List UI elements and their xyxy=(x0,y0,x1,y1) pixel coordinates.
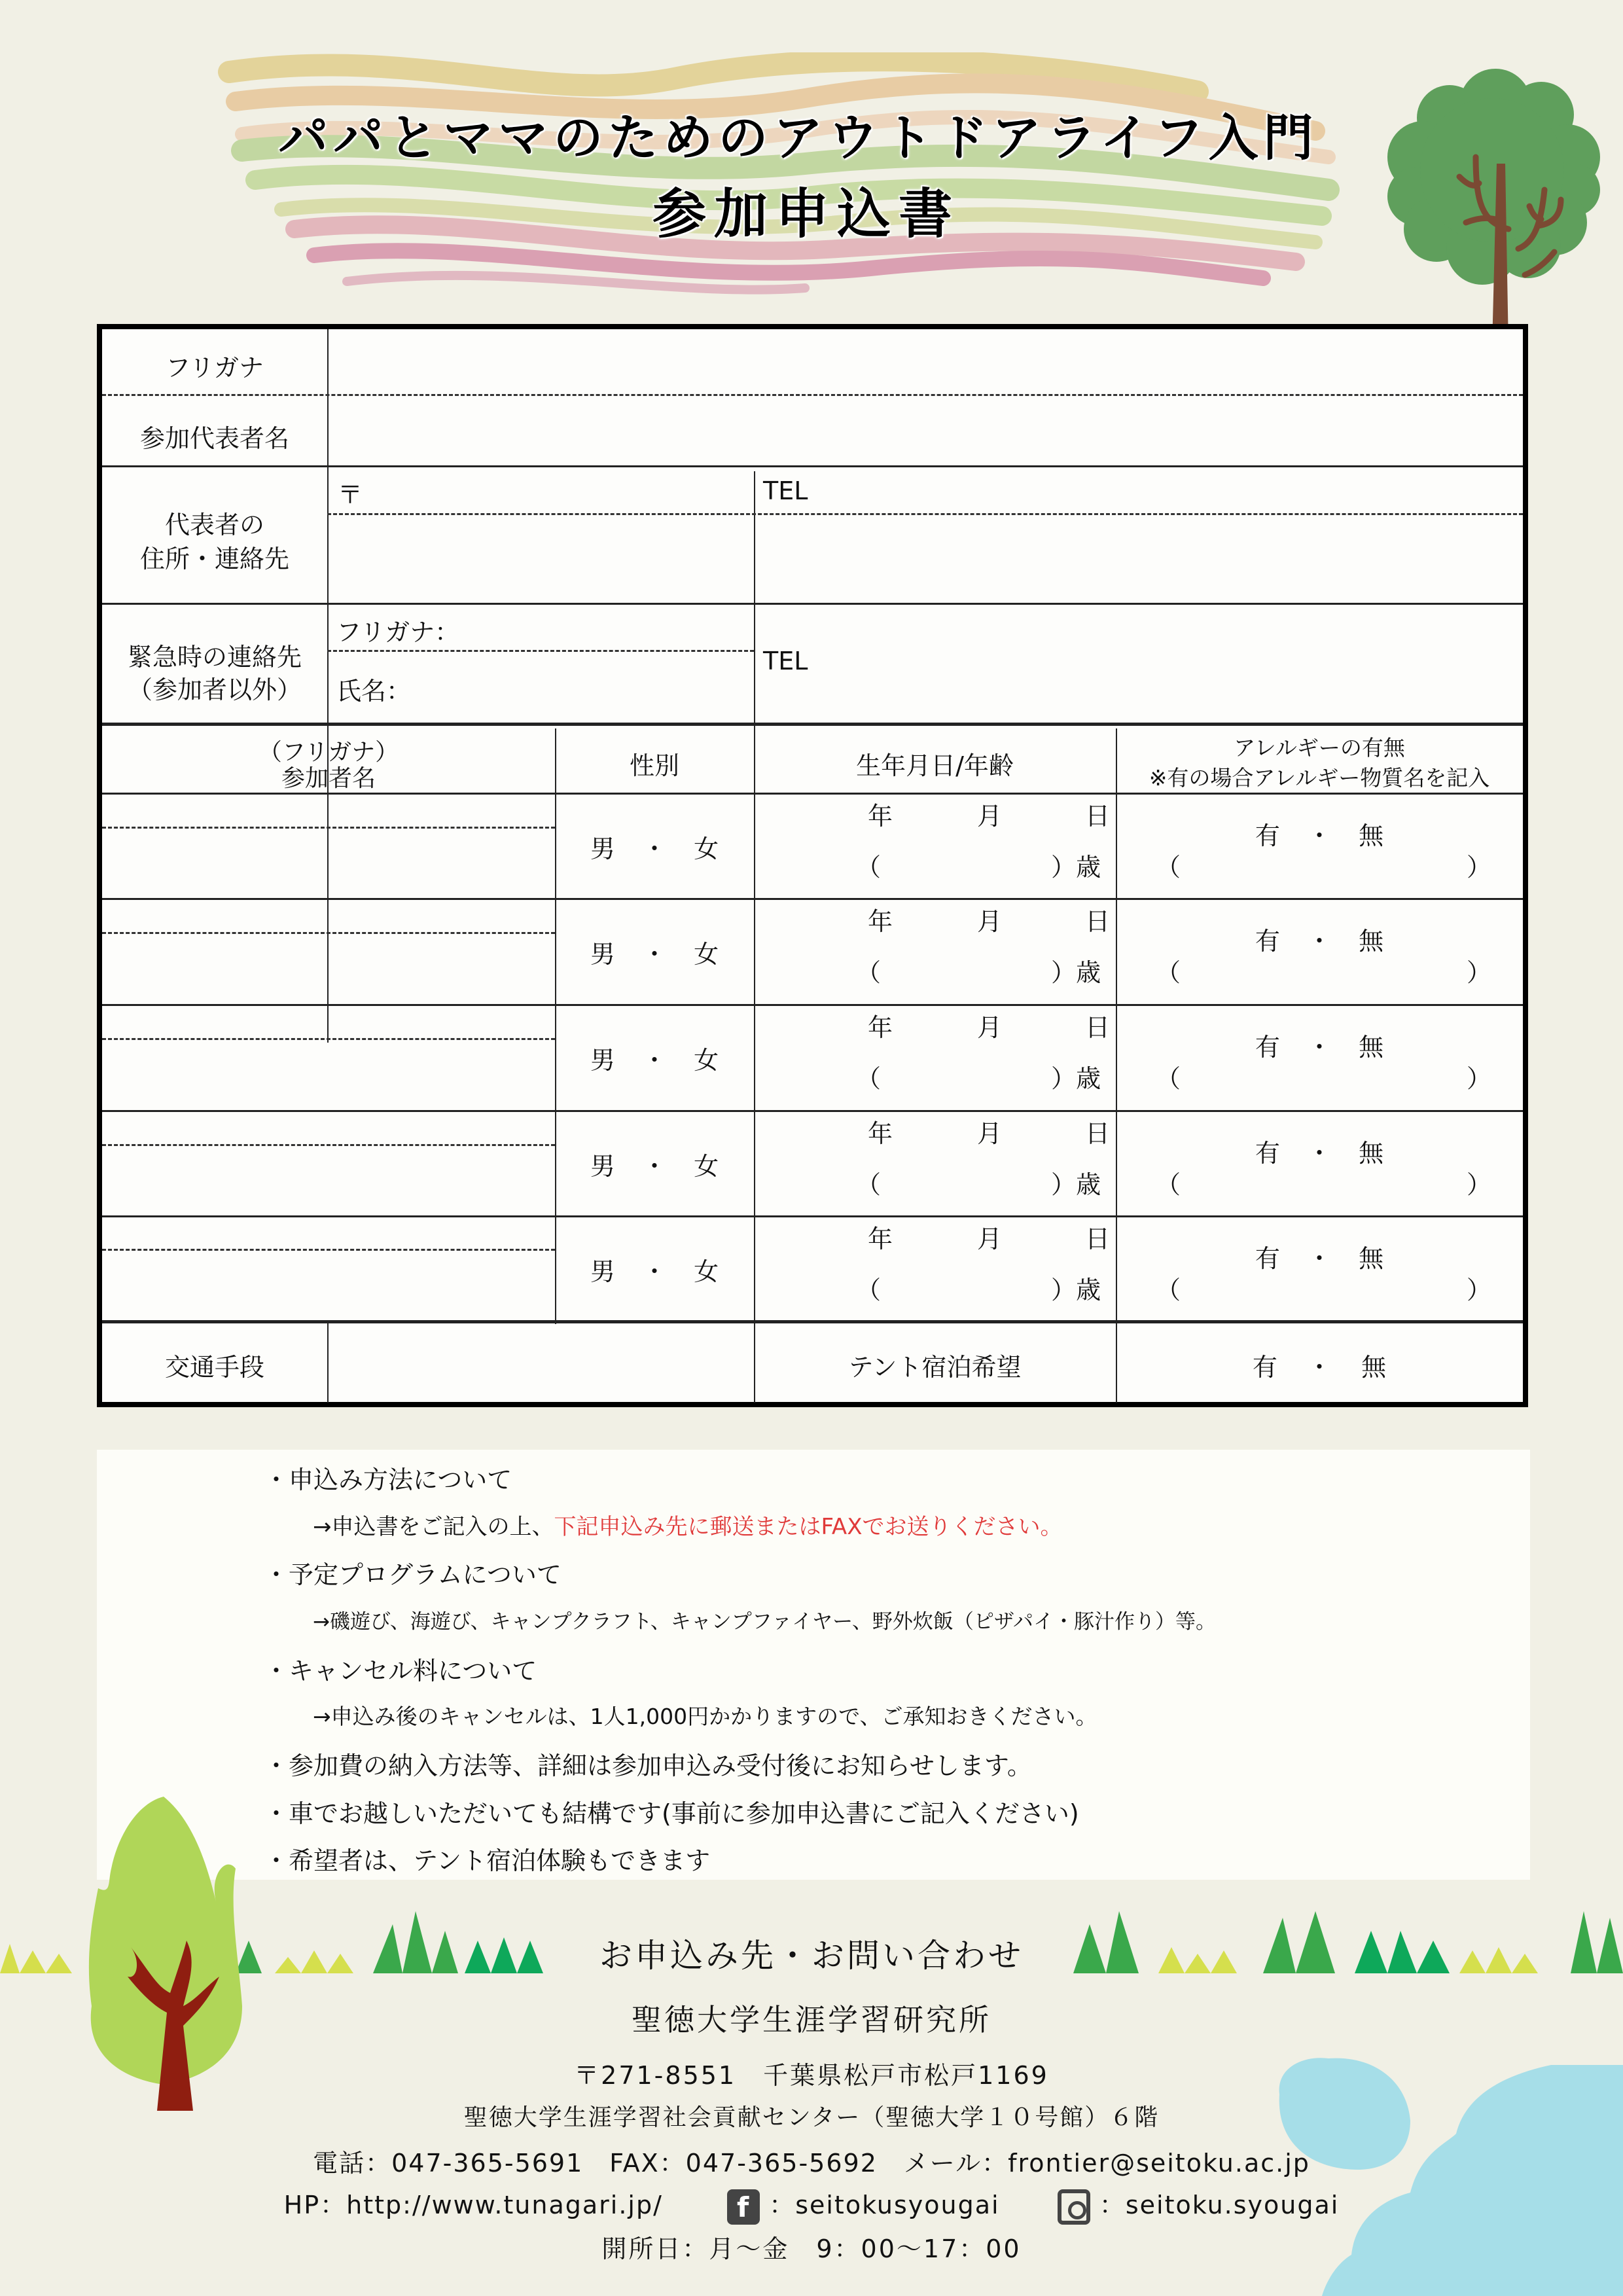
allergy-close-paren: ） xyxy=(1467,1276,1492,1304)
allergy-choice[interactable] xyxy=(1116,816,1523,852)
day-label: 日 xyxy=(1085,1225,1111,1253)
allergy-close-paren: ） xyxy=(1467,1170,1492,1199)
gender-header: 性別 xyxy=(629,751,679,780)
separator: ・ xyxy=(641,1257,667,1286)
allergy-open-paren: （ xyxy=(1156,1170,1181,1199)
allergy-yes-option[interactable]: 有 xyxy=(1255,1033,1280,1062)
allergy-choice[interactable] xyxy=(1116,1133,1523,1169)
note-subitem-text: →申込書をご記入の上、 xyxy=(313,1514,554,1540)
age-open-paren: （ xyxy=(856,958,882,987)
year-label: 年 xyxy=(868,907,893,936)
month-label: 月 xyxy=(977,1013,1003,1042)
emergency-label-line2: （参加者以外） xyxy=(127,675,302,704)
age-open-paren: （ xyxy=(856,1064,882,1093)
emergency-tel-field[interactable]: TEL xyxy=(763,647,808,675)
gender-female-option[interactable]: 女 xyxy=(694,1257,719,1286)
separator: ・ xyxy=(641,834,667,863)
emergency-label-line1: 緊急時の連絡先 xyxy=(127,643,302,672)
month-label: 月 xyxy=(977,1119,1003,1148)
gender-male-option[interactable]: 男 xyxy=(590,1046,615,1075)
age-close-label: ）歳 xyxy=(1051,958,1101,987)
allergy-no-option[interactable]: 無 xyxy=(1359,1139,1384,1168)
allergy-open-paren: （ xyxy=(1156,958,1181,987)
note-subitem: →磯遊び、海遊び、キャンプクラフト、キャンプファイヤー、野外炊飯（ピザパイ・豚汁作り）等。 xyxy=(313,1610,1217,1634)
separator: ・ xyxy=(641,940,667,969)
participant-furigana-input[interactable] xyxy=(102,900,555,933)
instagram-lens xyxy=(1068,2201,1086,2219)
participant-name-input[interactable] xyxy=(102,934,555,999)
gender-female-option[interactable]: 女 xyxy=(694,940,719,969)
divider xyxy=(102,603,1523,605)
month-label: 月 xyxy=(977,1225,1003,1253)
age-open-paren: （ xyxy=(856,1170,882,1199)
allergy-no-option[interactable]: 無 xyxy=(1359,927,1384,956)
office-hours: 開所日：月～金 9：00～17：00 xyxy=(601,2234,1022,2263)
participant-furigana-input[interactable] xyxy=(102,795,555,827)
participant-name-header-line1: （フリガナ） xyxy=(258,739,399,766)
note-item: ・予定プログラムについて xyxy=(264,1560,562,1589)
allergy-close-paren: ） xyxy=(1467,853,1492,882)
participant-name-input[interactable] xyxy=(102,1251,555,1317)
birthdate-input[interactable] xyxy=(757,900,1113,1001)
application-form-table xyxy=(97,324,1528,1407)
allergy-close-paren: ） xyxy=(1467,1064,1492,1093)
year-label: 年 xyxy=(868,1225,893,1253)
address-input[interactable] xyxy=(329,515,1523,603)
facebook-account[interactable]: ：seitokusyougai xyxy=(769,2191,1000,2219)
birthdate-input[interactable] xyxy=(757,795,1113,896)
separator: ・ xyxy=(641,1046,667,1075)
divider xyxy=(102,723,1523,726)
allergy-choice[interactable] xyxy=(1116,1238,1523,1274)
postal-address: 〒271-8551 千葉県松戸市松戸1169 xyxy=(574,2061,1049,2090)
day-label: 日 xyxy=(1085,802,1111,831)
gender-choice[interactable] xyxy=(555,1146,754,1182)
birthdate-input[interactable] xyxy=(757,1217,1113,1319)
gender-male-option[interactable]: 男 xyxy=(590,834,615,863)
contact-heading: お申込み先・お問い合わせ xyxy=(599,1937,1024,1975)
allergy-no-option[interactable]: 無 xyxy=(1359,821,1384,850)
organization-name: 聖徳大学生涯学習研究所 xyxy=(632,2002,991,2037)
month-label: 月 xyxy=(977,907,1003,936)
address-label-line1: 代表者の xyxy=(164,511,264,539)
allergy-choice[interactable] xyxy=(1116,1027,1523,1063)
separator: ・ xyxy=(1306,1033,1332,1062)
emergency-furigana-field[interactable]: フリガナ： xyxy=(336,618,460,647)
address-label-line2: 住所・連絡先 xyxy=(139,545,289,573)
participant-name-header-line2: 参加者名 xyxy=(281,765,376,792)
allergy-open-paren: （ xyxy=(1156,853,1181,882)
divider xyxy=(754,728,755,1403)
month-label: 月 xyxy=(977,802,1003,831)
year-label: 年 xyxy=(868,1119,893,1148)
note-item: ・申込み方法について xyxy=(264,1465,512,1494)
allergy-yes-option[interactable]: 有 xyxy=(1255,927,1280,956)
divider xyxy=(102,1320,1523,1323)
participant-furigana-input[interactable] xyxy=(102,1217,555,1250)
participant-name-input[interactable] xyxy=(102,1146,555,1211)
age-close-label: ）歳 xyxy=(1051,1276,1101,1304)
gender-choice[interactable] xyxy=(555,1040,754,1076)
note-item: ・希望者は、テント宿泊体験もできます xyxy=(264,1846,711,1875)
divider xyxy=(754,471,755,740)
transport-input[interactable] xyxy=(329,1323,754,1403)
day-label: 日 xyxy=(1085,907,1111,936)
tent-label: テント宿泊希望 xyxy=(848,1353,1022,1382)
note-subitem: →申込み後のキャンセルは、1人1,000円かかりますので、ご承知おきください。 xyxy=(313,1704,1097,1729)
emergency-name-field[interactable]: 氏名： xyxy=(336,677,412,706)
separator: ・ xyxy=(1306,927,1332,956)
instagram-account[interactable]: ：seitoku.syougai xyxy=(1099,2191,1340,2219)
facebook-icon[interactable]: f xyxy=(727,2189,760,2225)
page-subtitle: 参加申込書 xyxy=(652,183,960,245)
phone-fax-email: 電話：047-365-5691 FAX：047-365-5692 メール：frontier@seitoku.ac.jp xyxy=(313,2149,1310,2178)
note-subitem xyxy=(313,1509,1063,1541)
tent-no-option[interactable]: 無 xyxy=(1361,1353,1387,1382)
note-highlight-text: 下記申込み先に郵送またはFAXでお送りください。 xyxy=(554,1514,1063,1540)
age-close-label: ）歳 xyxy=(1051,853,1101,882)
day-label: 日 xyxy=(1085,1119,1111,1148)
divider xyxy=(327,650,754,652)
representative-tel-field[interactable]: TEL xyxy=(763,476,808,505)
tent-choice[interactable] xyxy=(1116,1347,1523,1383)
allergy-choice[interactable] xyxy=(1116,921,1523,957)
divider xyxy=(555,728,556,1324)
participant-furigana-input[interactable] xyxy=(102,1006,555,1039)
gender-choice[interactable] xyxy=(555,1251,754,1287)
postal-code-field[interactable]: 〒 xyxy=(338,480,363,509)
tree-illustration-top-right xyxy=(1384,59,1603,350)
allergy-yes-option[interactable]: 有 xyxy=(1255,1244,1280,1273)
note-item: ・キャンセル料について xyxy=(264,1657,537,1685)
separator: ・ xyxy=(641,1152,667,1181)
representative-name-input[interactable] xyxy=(329,396,1523,465)
allergy-header-line1: アレルギーの有無 xyxy=(1234,735,1405,761)
allergy-open-paren: （ xyxy=(1156,1064,1181,1093)
age-close-label: ）歳 xyxy=(1051,1170,1101,1199)
notes-panel xyxy=(97,1450,1530,1880)
age-open-paren: （ xyxy=(856,853,882,882)
web-social-line xyxy=(0,2185,1623,2225)
gender-female-option[interactable]: 女 xyxy=(694,1152,719,1181)
allergy-open-paren: （ xyxy=(1156,1276,1181,1304)
participant-furigana-input[interactable] xyxy=(102,1112,555,1145)
year-label: 年 xyxy=(868,802,893,831)
separator: ・ xyxy=(1306,1244,1332,1273)
instagram-icon[interactable] xyxy=(1058,2189,1090,2225)
participant-name-input[interactable] xyxy=(102,1040,555,1105)
building-address: 聖徳大学生涯学習社会貢献センター（聖徳大学１０号館）６階 xyxy=(463,2104,1160,2131)
allergy-no-option[interactable]: 無 xyxy=(1359,1244,1384,1273)
allergy-no-option[interactable]: 無 xyxy=(1359,1033,1384,1062)
separator: ・ xyxy=(1306,1353,1332,1382)
furigana-label: フリガナ xyxy=(165,353,264,382)
furigana-input[interactable] xyxy=(329,329,1523,394)
separator: ・ xyxy=(1306,1139,1332,1168)
page-title: パパとママのためのアウトドアライフ入門 xyxy=(278,109,1319,167)
birthdate-input[interactable] xyxy=(757,1112,1113,1213)
separator: ・ xyxy=(1306,821,1332,850)
birthdate-input[interactable] xyxy=(757,1006,1113,1107)
transport-label: 交通手段 xyxy=(164,1353,264,1382)
gender-male-option[interactable]: 男 xyxy=(590,940,615,969)
age-close-label: ）歳 xyxy=(1051,1064,1101,1093)
allergy-close-paren: ） xyxy=(1467,958,1492,987)
note-item: ・車でお越しいただいても結構です(事前に参加申込書にご記入ください) xyxy=(264,1799,1079,1828)
note-item: ・参加費の納入方法等、詳細は参加申込み受付後にお知らせします。 xyxy=(264,1751,1032,1780)
gender-female-option[interactable]: 女 xyxy=(694,1046,719,1075)
allergy-yes-option[interactable]: 有 xyxy=(1255,1139,1280,1168)
gender-choice[interactable] xyxy=(555,934,754,970)
year-label: 年 xyxy=(868,1013,893,1042)
allergy-header-line2: ※有の場合アレルギー物質名を記入 xyxy=(1149,765,1490,791)
birthdate-header: 生年月日/年齢 xyxy=(856,751,1014,780)
gender-female-option[interactable]: 女 xyxy=(694,834,719,863)
allergy-yes-option[interactable]: 有 xyxy=(1255,821,1280,850)
representative-name-label: 参加代表者名 xyxy=(139,424,289,453)
gender-male-option[interactable]: 男 xyxy=(590,1152,615,1181)
tent-yes-option[interactable]: 有 xyxy=(1252,1353,1277,1382)
divider xyxy=(102,465,1523,467)
gender-male-option[interactable]: 男 xyxy=(590,1257,615,1286)
day-label: 日 xyxy=(1085,1013,1111,1042)
participant-name-input[interactable] xyxy=(102,829,555,894)
age-open-paren: （ xyxy=(856,1276,882,1304)
gender-choice[interactable] xyxy=(555,829,754,865)
homepage-link[interactable]: HP：http://www.tunagari.jp/ xyxy=(283,2191,663,2219)
